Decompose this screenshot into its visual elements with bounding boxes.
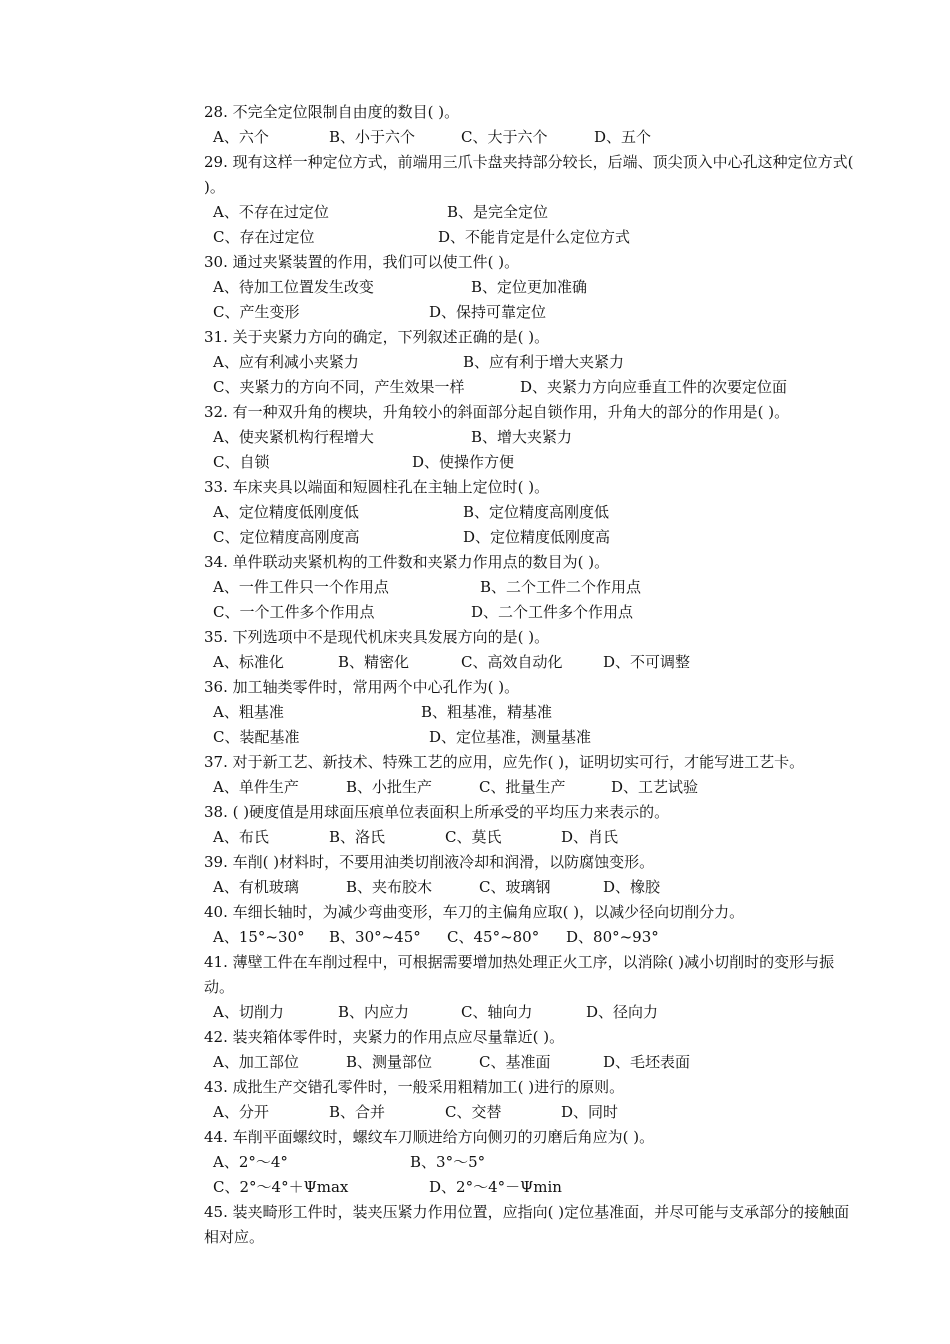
question-40: 40. 车细长轴时，为减少弯曲变形，车刀的主偏角应取( )，以减少径向切削分力。 — [204, 903, 745, 921]
options-row — [204, 500, 864, 525]
option-b: B、增大夹紧力 — [471, 428, 573, 446]
option-b: B、粗基准，精基准 — [421, 703, 553, 721]
question-list — [204, 100, 864, 1250]
option-c: C、一个工件多个作用点 — [213, 603, 375, 621]
option-b: B、3°～5° — [410, 1153, 486, 1171]
option-d: D、五个 — [594, 128, 652, 146]
question-39: 39. 车削( )材料时，不要用油类切削液冷却和润滑，以防腐蚀变形。 — [204, 853, 655, 871]
options-row — [204, 825, 864, 850]
question-43: 43. 成批生产交错孔零件时，一般采用粗精加工( )进行的原则。 — [204, 1078, 625, 1096]
option-c: C、自锁 — [213, 453, 270, 471]
option-d: D、径向力 — [586, 1003, 659, 1021]
option-d: D、二个工件多个作用点 — [471, 603, 634, 621]
option-c: C、定位精度高刚度高 — [213, 528, 360, 546]
option-b: B、定位更加准确 — [471, 278, 588, 296]
option-d: D、毛坯表面 — [603, 1053, 691, 1071]
options-row — [204, 525, 864, 550]
option-d: D、使操作方便 — [412, 453, 515, 471]
option-d: D、同时 — [561, 1103, 619, 1121]
options-row — [204, 450, 864, 475]
option-b: B、夹布胶木 — [346, 878, 433, 896]
option-d: D、定位基准，测量基准 — [429, 728, 592, 746]
option-b: B、合并 — [329, 1103, 386, 1121]
option-d: D、保持可靠定位 — [429, 303, 547, 321]
options-row — [204, 125, 864, 150]
option-c: C、批量生产 — [479, 778, 566, 796]
question-28: 28. 不完全定位限制自由度的数目( )。 — [204, 103, 460, 121]
options-row — [204, 725, 864, 750]
option-b: B、30°~45° — [329, 928, 421, 946]
option-b: B、测量部位 — [346, 1053, 433, 1071]
option-a: A、切削力 — [213, 1003, 284, 1021]
question-44: 44. 车削平面螺纹时，螺纹车刀顺进给方向侧刃的刃磨后角应为( )。 — [204, 1128, 655, 1146]
options-row — [204, 225, 864, 250]
option-a: A、使夹紧机构行程增大 — [213, 428, 374, 446]
option-d: D、橡胶 — [603, 878, 661, 896]
option-d: D、夹紧力方向应垂直工件的次要定位面 — [520, 378, 788, 396]
option-b: B、小于六个 — [329, 128, 416, 146]
option-a: A、一件工件只一个作用点 — [213, 578, 389, 596]
option-d: D、80°~93° — [566, 928, 659, 946]
question-29: 29. 现有这样一种定位方式，前端用三爪卡盘夹持部分较长，后端、顶尖顶入中心孔这种定位方式( )。 — [204, 153, 854, 196]
option-c: C、交替 — [445, 1103, 502, 1121]
question-32: 32. 有一种双升角的楔块，升角较小的斜面部分起自锁作用，升角大的部分的作用是( )。 — [204, 403, 790, 421]
question-36: 36. 加工轴类零件时，常用两个中心孔作为( )。 — [204, 678, 520, 696]
options-row — [204, 775, 864, 800]
option-a: A、待加工位置发生改变 — [213, 278, 374, 296]
option-c: C、高效自动化 — [461, 653, 563, 671]
option-a: A、粗基准 — [213, 703, 284, 721]
options-row — [204, 350, 864, 375]
option-b: B、内应力 — [338, 1003, 410, 1021]
option-d: D、2°～4°－Ψmin — [429, 1178, 562, 1196]
question-31: 31. 关于夹紧力方向的确定，下列叙述正确的是( )。 — [204, 328, 550, 346]
option-c: C、产生变形 — [213, 303, 300, 321]
options-row — [204, 275, 864, 300]
option-b: B、二个工件二个作用点 — [480, 578, 642, 596]
question-30: 30. 通过夹紧装置的作用，我们可以使工件( )。 — [204, 253, 520, 271]
option-c: C、玻璃钢 — [479, 878, 551, 896]
question-33: 33. 车床夹具以端面和短圆柱孔在主轴上定位时( )。 — [204, 478, 550, 496]
options-row — [204, 300, 864, 325]
option-a: A、定位精度低刚度低 — [213, 503, 359, 521]
option-c: C、夹紧力的方向不同，产生效果一样 — [213, 378, 465, 396]
option-c: C、2°～4°＋Ψmax — [213, 1178, 349, 1196]
option-d: D、不可调整 — [603, 653, 691, 671]
options-row — [204, 925, 864, 950]
option-d: D、不能肯定是什么定位方式 — [438, 228, 631, 246]
option-a: A、不存在过定位 — [213, 203, 329, 221]
option-c: C、大于六个 — [461, 128, 548, 146]
options-row — [204, 875, 864, 900]
option-c: C、莫氏 — [445, 828, 502, 846]
option-b: B、定位精度高刚度低 — [463, 503, 610, 521]
option-a: A、分开 — [213, 1103, 269, 1121]
options-row — [204, 1050, 864, 1075]
question-37: 37. 对于新工艺、新技术、特殊工艺的应用，应先作( )，证明切实可行，才能写进工艺卡。 — [204, 753, 805, 771]
question-42: 42. 装夹箱体零件时，夹紧力的作用点应尽量靠近( )。 — [204, 1028, 565, 1046]
option-b: B、小批生产 — [346, 778, 433, 796]
option-b: B、应有利于增大夹紧力 — [463, 353, 625, 371]
option-b: B、洛氏 — [329, 828, 386, 846]
option-a: A、加工部位 — [213, 1053, 299, 1071]
options-row — [204, 1000, 864, 1025]
options-row — [204, 575, 864, 600]
option-c: C、45°~80° — [447, 928, 540, 946]
option-a: A、应有利减小夹紧力 — [213, 353, 359, 371]
option-d: D、定位精度低刚度高 — [463, 528, 611, 546]
option-a: A、六个 — [213, 128, 269, 146]
options-row — [204, 375, 864, 400]
option-a: A、15°~30° — [213, 928, 305, 946]
option-a: A、2°～4° — [213, 1153, 288, 1171]
option-a: A、布氏 — [213, 828, 269, 846]
option-d: D、肖氏 — [561, 828, 619, 846]
options-row — [204, 700, 864, 725]
option-a: A、有机玻璃 — [213, 878, 299, 896]
options-row — [204, 1175, 864, 1200]
option-b: B、是完全定位 — [447, 203, 549, 221]
option-b: B、精密化 — [338, 653, 410, 671]
options-row — [204, 600, 864, 625]
option-c: C、轴向力 — [461, 1003, 533, 1021]
question-45: 45. 装夹畸形工件时，装夹压紧力作用位置，应指向( )定位基准面，并尽可能与支承部分的接触面相对应。 — [204, 1203, 850, 1246]
option-c: C、装配基准 — [213, 728, 300, 746]
option-d: D、工艺试验 — [611, 778, 699, 796]
option-c: C、存在过定位 — [213, 228, 315, 246]
question-38: 38. ( )硬度值是用球面压痕单位表面积上所承受的平均压力来表示的。 — [204, 803, 670, 821]
options-row — [204, 425, 864, 450]
option-a: A、标准化 — [213, 653, 284, 671]
options-row — [204, 1100, 864, 1125]
options-row — [204, 1150, 864, 1175]
option-a: A、单件生产 — [213, 778, 299, 796]
options-row — [204, 650, 864, 675]
question-34: 34. 单件联动夹紧机构的工件数和夹紧力作用点的数目为( )。 — [204, 553, 610, 571]
option-c: C、基准面 — [479, 1053, 551, 1071]
options-row — [204, 200, 864, 225]
question-35: 35. 下列选项中不是现代机床夹具发展方向的是( )。 — [204, 628, 550, 646]
question-41: 41. 薄壁工件在车削过程中，可根据需要增加热处理正火工序，以消除( )减小切削时的变形与振动。 — [204, 953, 835, 996]
